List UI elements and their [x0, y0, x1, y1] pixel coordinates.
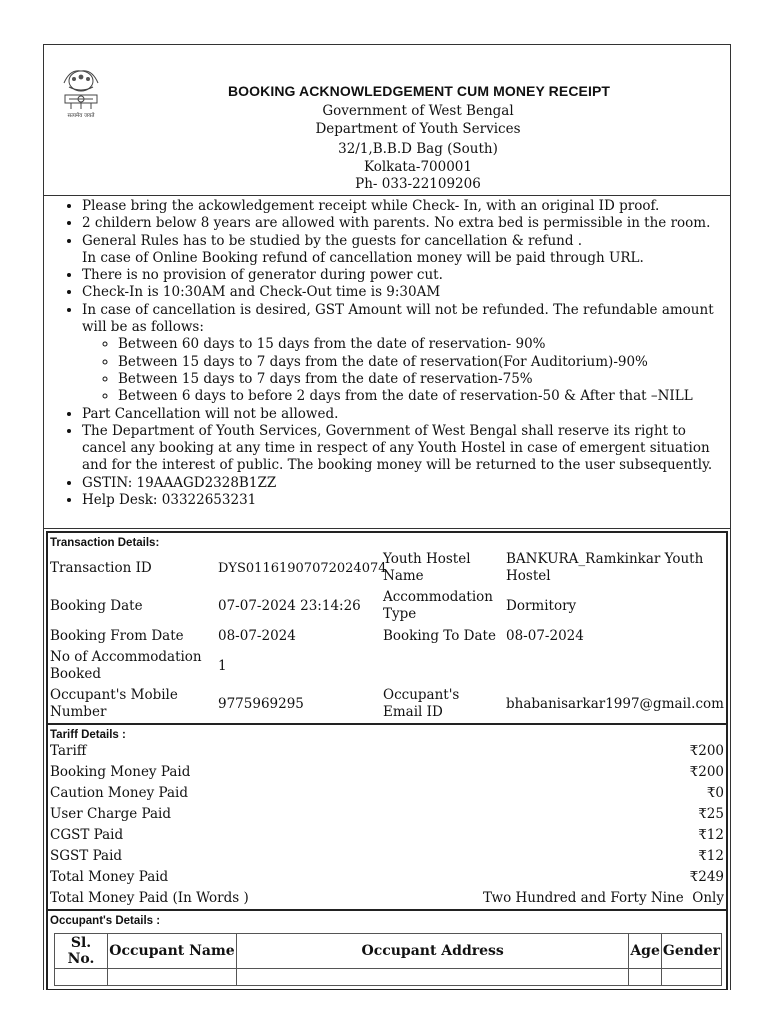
booking-date-label: Booking Date [50, 597, 143, 614]
table-row [55, 969, 722, 986]
mobile-label: Occupant's Mobile Number [50, 687, 178, 720]
table-row [48, 846, 726, 867]
total-words-label: Total Money Paid (In Words ) [50, 890, 249, 906]
receipt-header [44, 45, 730, 196]
col-gender: Gender [661, 934, 721, 969]
rules-list [44, 198, 730, 509]
header-line-3: 32/1,B.B.D Bag (South) [338, 141, 498, 157]
rule-text: General Rules has to be studied by the guests for cancellation & refund . [82, 232, 583, 249]
header-line-4: Kolkata-700001 [364, 159, 472, 175]
email-value: bhabanisarkar1997@gmail.com [506, 695, 724, 712]
refund-item: ◦ Between 60 days to 15 days from the date of reservation- 90% [118, 336, 730, 353]
cgst-label: CGST Paid [50, 827, 124, 843]
table-row [48, 867, 726, 888]
transaction-section [46, 531, 728, 725]
rule-text: In case of Online Booking refund of cancellation money will be paid through URL. [82, 249, 644, 266]
cgst-value: ₹12 [698, 827, 724, 843]
header-line-2: Department of Youth Services [315, 121, 521, 137]
table-row [48, 647, 726, 685]
table-row [48, 762, 726, 783]
table-row [48, 783, 726, 804]
total-label: Total Money Paid [50, 869, 169, 885]
hostel-label: Youth Hostel Name [383, 551, 471, 584]
table-row [48, 587, 726, 625]
tariff-value: ₹200 [689, 743, 724, 759]
caution-money-label: Caution Money Paid [50, 785, 188, 801]
txn-id-label: Transaction ID [50, 559, 152, 576]
txn-id-value: DYS01161907072024074 [218, 560, 387, 576]
rule-item: • 2 childern below 8 years are allowed with parents. No extra bed is permissible in the room. [82, 215, 730, 232]
total-words-value: Two Hundred and Forty Nine Only [482, 890, 724, 906]
rule-item [82, 302, 730, 406]
refund-item: ◦ Between 15 days to 7 days from the date of reservation(For Auditorium)-90% [118, 354, 730, 371]
occupants-title: Occupant's Details : [50, 915, 161, 927]
booking-money-label: Booking Money Paid [50, 764, 191, 780]
table-row [48, 741, 726, 762]
hostel-value: BANKURA_Ramkinkar Youth Hostel [506, 551, 704, 584]
table-row [48, 685, 726, 723]
user-charge-value: ₹25 [698, 806, 724, 822]
transaction-table [48, 549, 726, 723]
rule-item: • Part Cancellation will not be allowed. [82, 406, 730, 423]
tariff-label: Tariff [50, 743, 87, 759]
rule-item: • The Department of Youth Services, Government of West Bengal shall reserve its right to cancel any booking at any time in respect of any Youth Hostel in case of emergent situation and for the interest of public. The booking money will be returned to the user subsequently. [82, 423, 730, 475]
email-label: Occupant's Email ID [383, 687, 460, 720]
col-sl-no: Sl. No. [55, 934, 108, 969]
count-value: 1 [218, 657, 227, 674]
rule-item: • Check-In is 10:30AM and Check-Out time is 9:30AM [82, 284, 730, 301]
to-date-label: Booking To Date [383, 627, 496, 644]
occupants-section [46, 911, 728, 990]
caution-money-value: ₹0 [706, 785, 724, 801]
header-line-1: Government of West Bengal [322, 103, 514, 119]
sgst-label: SGST Paid [50, 848, 123, 864]
table-row [48, 825, 726, 846]
rule-item: • There is no provision of generator during power cut. [82, 267, 730, 284]
total-value: ₹249 [689, 869, 724, 885]
accom-type-label: Accommodation Type [383, 589, 493, 622]
tariff-section [46, 725, 728, 911]
col-occupant-address: Occupant Address [237, 934, 629, 969]
refund-item: ◦ Between 15 days to 7 days from the date of reservation-75% [118, 371, 730, 388]
table-row [48, 888, 726, 909]
header-line-5: Ph- 033-22109206 [355, 176, 481, 192]
from-date-value: 08-07-2024 [218, 627, 296, 644]
rules-section [44, 198, 730, 529]
booking-date-value: 07-07-2024 23:14:26 [218, 597, 361, 614]
booking-money-value: ₹200 [689, 764, 724, 780]
transaction-title: Transaction Details: [50, 537, 160, 549]
receipt-page [43, 44, 731, 990]
table-header-row [55, 934, 722, 969]
emblem-caption: सत्यमेव जयते [67, 113, 95, 119]
accom-type-value: Dormitory [506, 597, 577, 614]
refund-item: ◦ Between 6 days to before 2 days from the date of reservation-50 & After that –NILL [118, 388, 730, 405]
tariff-title: Tariff Details : [50, 729, 126, 741]
col-occupant-name: Occupant Name [108, 934, 237, 969]
count-label: No of Accommodation Booked [50, 649, 202, 682]
rule-item [82, 233, 730, 268]
sgst-value: ₹12 [698, 848, 724, 864]
from-date-label: Booking From Date [50, 627, 184, 644]
user-charge-label: User Charge Paid [50, 806, 171, 822]
table-row [48, 804, 726, 825]
rule-item: • Help Desk: 03322653231 [82, 492, 730, 509]
receipt-title: BOOKING ACKNOWLEDGEMENT CUM MONEY RECEIPT [227, 83, 611, 99]
col-age: Age [629, 934, 662, 969]
table-row [48, 549, 726, 587]
rule-item: • Please bring the ackowledgement receipt while Check- In, with an original ID proof. [82, 198, 730, 215]
to-date-value: 08-07-2024 [506, 627, 584, 644]
rule-item: • GSTIN: 19AAAGD2328B1ZZ [82, 475, 730, 492]
mobile-value: 9775969295 [218, 695, 304, 712]
refund-sublist [82, 336, 730, 405]
tariff-table [48, 741, 726, 909]
occupants-table [54, 933, 722, 986]
rule-text: In case of cancellation is desired, GST Amount will not be refunded. The refundable amount will be as follows: [82, 301, 714, 336]
table-row [48, 625, 726, 647]
